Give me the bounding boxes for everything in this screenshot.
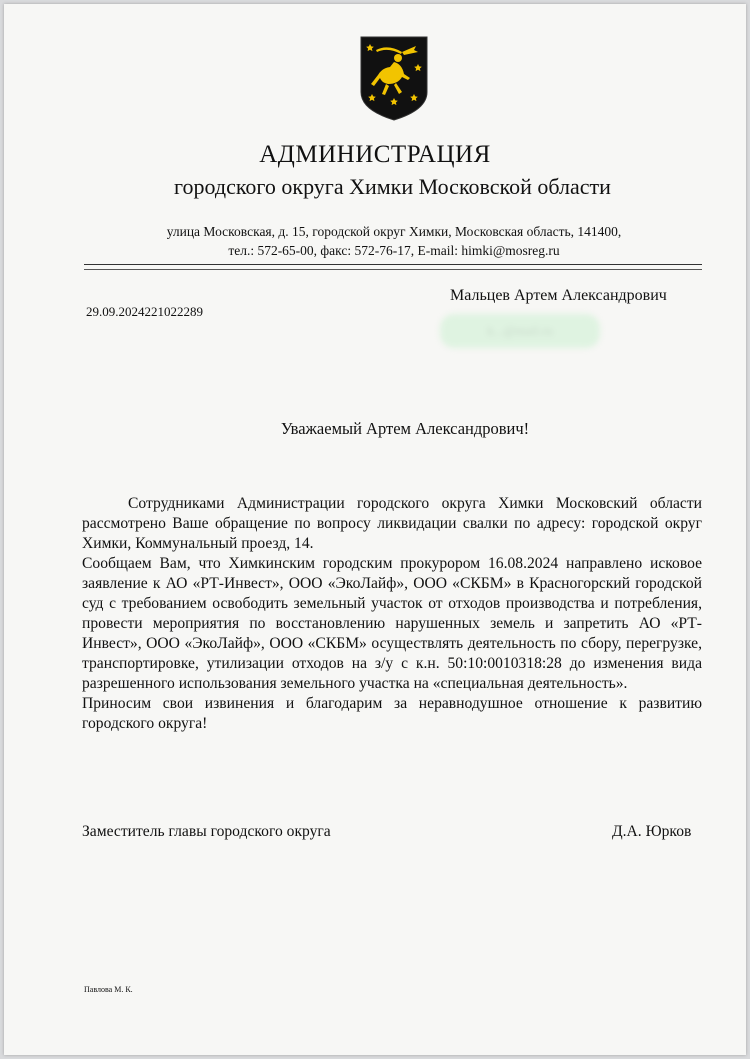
header-divider-top bbox=[84, 264, 702, 265]
salutation: Уважаемый Артем Александрович! bbox=[280, 419, 530, 438]
executor-name: Павлова М. К. bbox=[84, 985, 133, 994]
letter-body bbox=[82, 494, 702, 734]
signer-name: Д.А. Юрков bbox=[612, 823, 692, 840]
organization-address bbox=[0, 222, 750, 260]
redacted-email: k...@mail.ru bbox=[440, 314, 600, 348]
document-date-number: 29.09.2024221022289 bbox=[86, 304, 203, 319]
address-line: улица Московская, д. 15, городской округ Химки, Московская область, 141400, bbox=[166, 224, 622, 239]
recipient-name: Мальцев Артем Александрович bbox=[450, 287, 667, 304]
paragraph: Приносим свои извинения и благодарим за неравнодушное отношение к развитию городского округа! bbox=[82, 695, 702, 732]
paragraph: Сообщаем Вам, что Химкинским городским прокурором 16.08.2024 направлено исковое заявление к АО «РТ-Инвест», ООО «ЭкоЛайф», ООО «СКБМ» в Красногорский городской суд с требованием освободить земельный участок от отходов производства и потребления, провести мероприятия по восстановлению нарушенных земель и запретить АО «РТ-Инвест», ООО «ЭкоЛайф», ООО «СКБМ» осуществлять деятельность по сбору, перегрузке, транспортировке, утилизации отходов на з/у с к.н. 50:10:0010318:28 до изменения вида разрешенного использования земельного участка на «специальная деятельность». bbox=[82, 555, 702, 692]
organization-subtitle: городского округа Химки Московской области bbox=[174, 174, 611, 199]
coat-of-arms-khimki-icon bbox=[358, 34, 430, 122]
signer-title: Заместитель главы городского округа bbox=[82, 823, 331, 840]
header-divider-bottom bbox=[84, 269, 702, 270]
paragraph: Сотрудниками Администрации городского округа Химки Московский области рассмотрено Ваше обращение по вопросу ликвидации свалки по адресу: городской округ Химки, Коммунальный проезд, 14. bbox=[82, 495, 702, 552]
organization-title: АДМИНИСТРАЦИЯ bbox=[259, 141, 491, 168]
contacts-line: тел.: 572-65-00, факс: 572-76-17, E-mail: himki@mosreg.ru bbox=[228, 243, 560, 258]
